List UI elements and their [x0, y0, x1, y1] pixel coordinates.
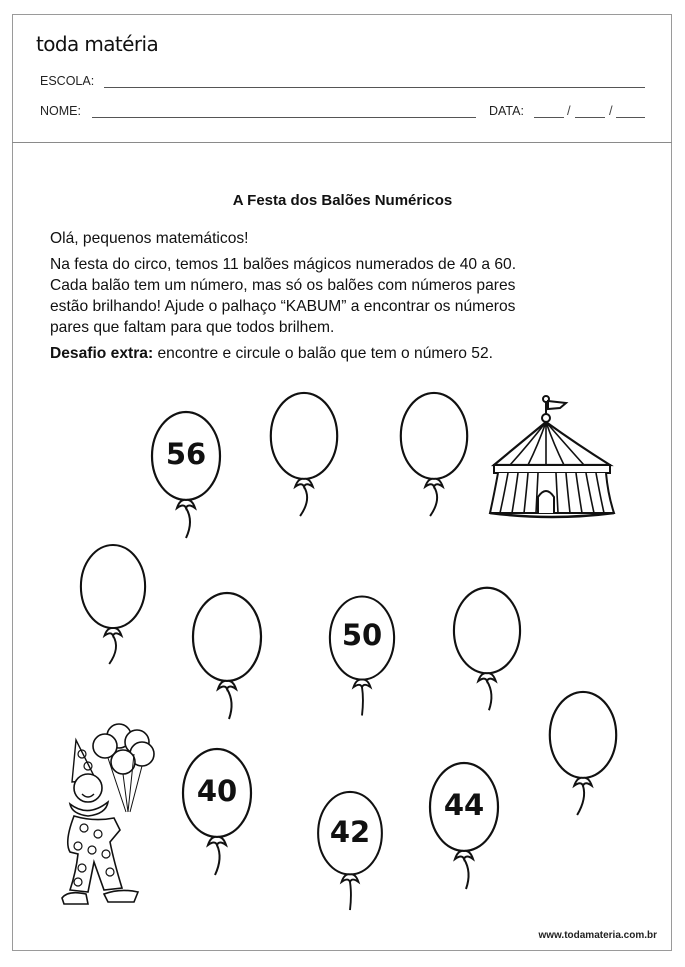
balloon-number: 42 — [329, 815, 371, 849]
worksheet-title: A Festa dos Balões Numéricos — [232, 192, 453, 209]
instruction-line: Na festa do circo, temos 11 balões mágicos numerados de 40 a 60. — [50, 256, 517, 273]
clown-icon — [48, 722, 163, 910]
greeting: Olá, pequenos matemáticos! — [50, 230, 249, 247]
balloon-number: 50 — [341, 618, 383, 652]
instruction-line: pares que faltam para que todos brilhem. — [50, 319, 335, 336]
balloon-icon — [79, 542, 147, 667]
circus-tent-icon — [488, 385, 628, 520]
date-separator: / — [567, 103, 571, 118]
balloon[interactable] — [191, 592, 263, 720]
balloon-icon — [398, 392, 470, 517]
header-divider — [12, 142, 672, 143]
balloon[interactable] — [428, 762, 500, 890]
balloon[interactable] — [181, 748, 253, 876]
date-month-field[interactable] — [575, 117, 605, 118]
logo: toda matéria — [36, 32, 159, 56]
school-label: ESCOLA: — [40, 74, 95, 88]
balloon-icon — [181, 748, 253, 876]
balloon-icon — [191, 592, 263, 720]
balloon-icon — [328, 592, 396, 720]
balloon-number: 40 — [196, 774, 238, 808]
balloon-icon — [314, 791, 386, 911]
challenge-text: encontre e circule o balão que tem o número 52. — [153, 345, 493, 362]
balloon-icon — [150, 411, 222, 539]
balloon-icon — [268, 392, 340, 517]
challenge-label: Desafio extra: — [50, 345, 154, 362]
balloon[interactable] — [328, 592, 396, 720]
instructions — [50, 254, 610, 338]
date-day-field[interactable] — [534, 117, 564, 118]
balloon[interactable] — [79, 542, 147, 667]
balloon-number: 56 — [165, 437, 207, 471]
balloon[interactable] — [547, 691, 619, 816]
balloon[interactable] — [268, 392, 340, 517]
name-label: NOME: — [40, 104, 81, 118]
date-label: DATA: — [489, 104, 524, 118]
date-year-field[interactable] — [616, 117, 645, 118]
balloon[interactable] — [150, 411, 222, 539]
challenge — [50, 343, 610, 364]
name-field[interactable] — [92, 117, 476, 118]
footer-url[interactable]: www.todamateria.com.br — [538, 930, 657, 941]
balloon-icon — [452, 585, 522, 713]
instruction-line: Cada balão tem um número, mas só os balões com números pares — [50, 277, 516, 294]
balloon-number: 44 — [443, 788, 485, 822]
balloon[interactable] — [314, 791, 386, 911]
balloon[interactable] — [398, 392, 470, 517]
school-field[interactable] — [104, 87, 645, 88]
balloon-icon — [547, 691, 619, 816]
date-separator: / — [609, 103, 613, 118]
balloon-icon — [428, 762, 500, 890]
balloon[interactable] — [452, 585, 522, 713]
instruction-line: estão brilhando! Ajude o palhaço “KABUM” a encontrar os números — [50, 298, 516, 315]
